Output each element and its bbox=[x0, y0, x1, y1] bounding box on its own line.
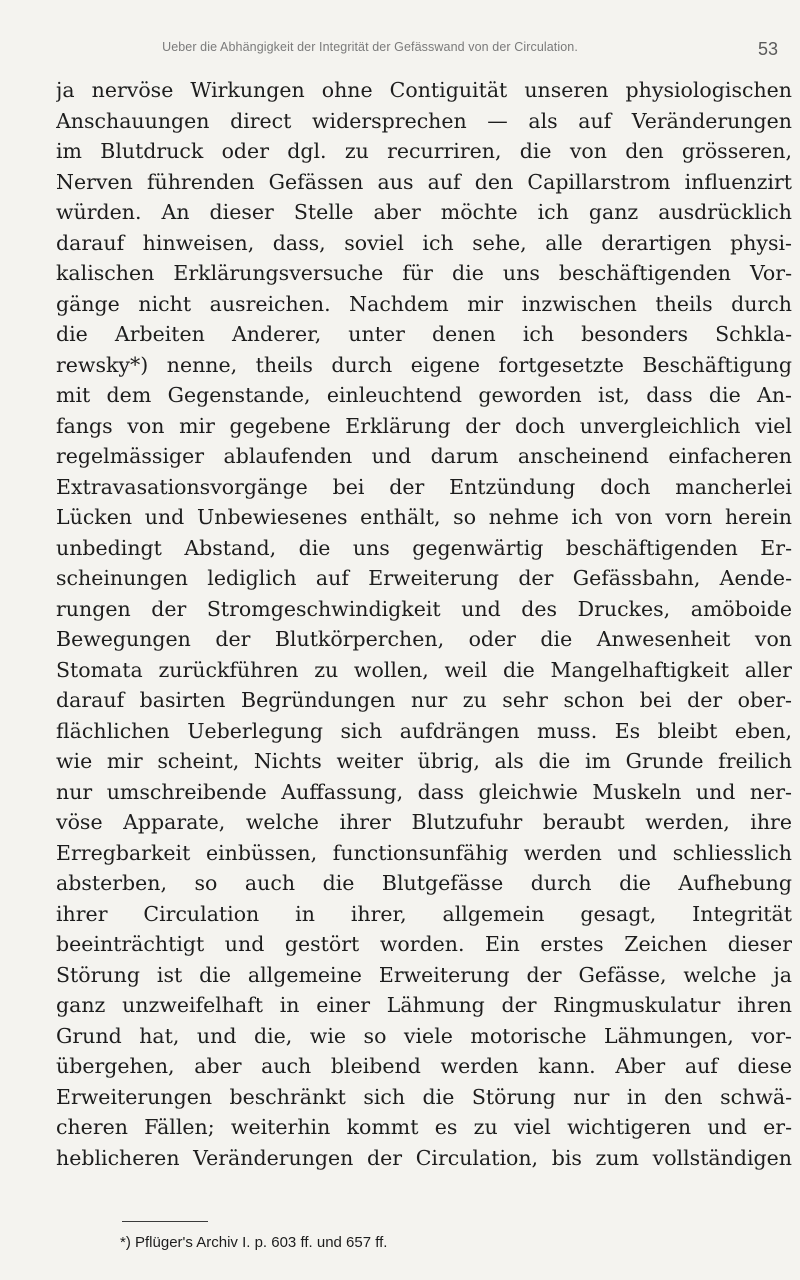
text-line: unbedingt Abstand, die uns gegenwärtig beschäftigenden Er- bbox=[56, 535, 792, 560]
text-line: Nerven führenden Gefässen aus auf den Capillarstrom influenzirt bbox=[56, 169, 792, 194]
text-line: cheren Fällen; weiterhin kommt es zu viel wichtigeren und er- bbox=[56, 1115, 792, 1139]
text-line: Erregbarkeit einbüssen, functionsunfähig werden und schliesslich bbox=[56, 840, 792, 865]
text-line: vöse Apparate, welche ihrer Blutzufuhr beraubt werden, ihre bbox=[56, 810, 792, 834]
page-number: 53 bbox=[757, 39, 778, 59]
text-line: Stomata zurückführen zu wollen, weil die Mangelhaftigkeit aller bbox=[56, 657, 792, 682]
text-line: im Blutdruck oder dgl. zu recurriren, die von den grösseren, bbox=[56, 139, 792, 163]
text-line: flächlichen Ueberlegung sich aufdrängen muss. Es bleibt eben, bbox=[56, 718, 792, 743]
text-line: nur umschreibende Auffassung, dass gleichwie Muskeln und ner- bbox=[56, 779, 792, 804]
text-line: ihrer Circulation in ihrer, allgemein gesagt, Integrität bbox=[56, 901, 792, 926]
running-head: Ueber die Abhängigkeit der Integrität der Gefässwand von der Circulation. bbox=[162, 40, 578, 54]
text-line: Anschauungen direct widersprechen — als auf Veränderungen bbox=[56, 108, 792, 133]
text-line: scheinungen lediglich auf Erweiterung der Gefässbahn, Aende- bbox=[56, 566, 792, 590]
text-line: darauf hinweisen, dass, soviel ich sehe, alle derartigen physi- bbox=[56, 230, 792, 255]
text-line: gänge nicht ausreichen. Nachdem mir inzwischen theils durch bbox=[56, 291, 792, 316]
text-line: Bewegungen der Blutkörperchen, oder die Anwesenheit von bbox=[56, 627, 792, 651]
text-line: die Arbeiten Anderer, unter denen ich besonders Schkla- bbox=[56, 322, 792, 346]
text-line: ja nervöse Wirkungen ohne Contiguität unseren physiologischen bbox=[56, 78, 792, 102]
text-line: mit dem Gegenstande, einleuchtend geworden ist, dass die An- bbox=[56, 383, 792, 407]
text-line: Extravasationsvorgänge bei der Entzündung doch mancherlei bbox=[56, 474, 792, 499]
text-line: regelmässiger ablaufenden und darum anscheinend einfacheren bbox=[56, 444, 792, 468]
text-line: wie mir scheint, Nichts weiter übrig, als die im Grunde freilich bbox=[56, 749, 792, 773]
text-line: ganz unzweifelhaft in einer Lähmung der Ringmuskulatur ihren bbox=[56, 993, 792, 1017]
text-line: Grund hat, und die, wie so viele motorische Lähmungen, vor- bbox=[56, 1023, 792, 1048]
text-line: rungen der Stromgeschwindigkeit und des Druckes, amöboide bbox=[56, 596, 792, 621]
footnote: *) Pflüger's Archiv I. p. 603 ff. und 657 ff. bbox=[120, 1234, 388, 1251]
text-line: Erweiterungen beschränkt sich die Störung nur in den schwä- bbox=[56, 1084, 792, 1109]
text-line: heblicheren Veränderungen der Circulation, bis zum vollständigen bbox=[56, 1145, 792, 1170]
text-line: darauf basirten Begründungen nur zu sehr schon bei der ober- bbox=[56, 688, 792, 712]
text-line: kalischen Erklärungsversuche für die uns beschäftigenden Vor- bbox=[56, 261, 792, 285]
text-line: Störung ist die allgemeine Erweiterung der Gefässe, welche ja bbox=[56, 962, 792, 987]
text-line: übergehen, aber auch bleibend werden kann. Aber auf diese bbox=[56, 1054, 792, 1078]
text-line: rewsky*) nenne, theils durch eigene fortgesetzte Beschäftigung bbox=[56, 352, 792, 377]
text-line: würden. An dieser Stelle aber möchte ich ganz ausdrücklich bbox=[56, 200, 792, 224]
text-line: Lücken und Unbewiesenes enthält, so nehme ich von vorn herein bbox=[56, 505, 792, 529]
footnote-divider bbox=[122, 1221, 208, 1222]
text-line: absterben, so auch die Blutgefässe durch die Aufhebung bbox=[56, 871, 792, 895]
text-line: beeinträchtigt und gestört worden. Ein erstes Zeichen dieser bbox=[56, 932, 792, 956]
text-line: fangs von mir gegebene Erklärung der doch unvergleichlich viel bbox=[56, 413, 792, 438]
